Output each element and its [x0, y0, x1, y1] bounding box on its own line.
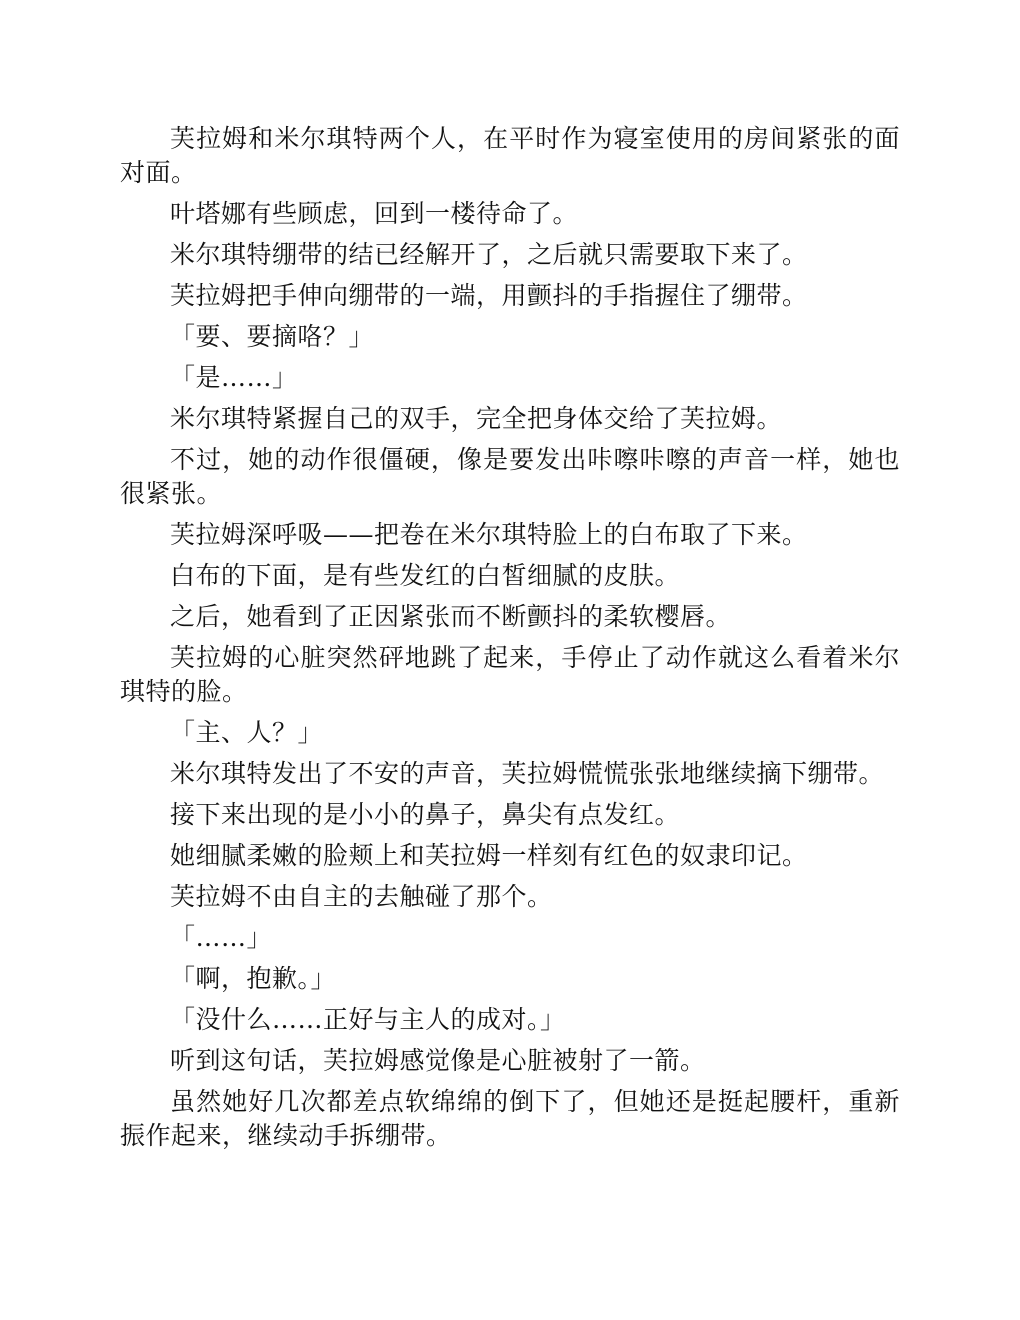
paragraph-11: 之后，她看到了正因紧张而不断颤抖的柔软樱唇。: [170, 602, 732, 631]
dialogue-line-4: 「……」: [170, 923, 273, 952]
paragraph-22: 虽然她好几次都差点软绵绵的倒下了，但她还是挺起腰杆，重新振作起来，继续动手拆绷带。: [120, 1087, 900, 1150]
paragraph-7: 米尔琪特紧握自己的双手，完全把身体交给了芙拉姆。: [170, 404, 783, 433]
dialogue-line-5: 「啊，抱歉。」: [170, 964, 337, 993]
dialogue-line-2: 「是……」: [170, 363, 298, 392]
dialogue-line-6: 「没什么……正好与主人的成对。」: [170, 1005, 566, 1034]
paragraph-4: 芙拉姆把手伸向绷带的一端，用颤抖的手指握住了绷带。: [170, 281, 808, 310]
paragraph-21: 听到这句话，芙拉姆感觉像是心脏被射了一箭。: [170, 1046, 706, 1075]
paragraph-8: 不过，她的动作很僵硬，像是要发出咔嚓咔嚓的声音一样，她也很紧张。: [120, 445, 900, 508]
paragraph-2: 叶塔娜有些顾虑，回到一楼待命了。: [170, 199, 579, 228]
document-page: [120, 122, 900, 1160]
paragraph-14: 米尔琪特发出了不安的声音，芙拉姆慌慌张张地继续摘下绷带。: [170, 759, 885, 788]
dialogue-line-1: 「要、要摘咯？」: [170, 322, 375, 351]
paragraph-17: 芙拉姆不由自主的去触碰了那个。: [170, 882, 553, 911]
paragraph-9: 芙拉姆深呼吸——把卷在米尔琪特脸上的白布取了下来。: [170, 520, 808, 549]
paragraph-12: 芙拉姆的心脏突然砰地跳了起来，手停止了动作就这么看着米尔琪特的脸。: [120, 643, 900, 706]
paragraph-15: 接下来出现的是小小的鼻子，鼻尖有点发红。: [170, 800, 681, 829]
paragraph-10: 白布的下面，是有些发红的白皙细腻的皮肤。: [170, 561, 681, 590]
paragraph-1: 芙拉姆和米尔琪特两个人，在平时作为寝室使用的房间紧张的面对面。: [120, 124, 900, 187]
paragraph-16: 她细腻柔嫩的脸颊上和芙拉姆一样刻有红色的奴隶印记。: [170, 841, 808, 870]
dialogue-line-3: 「主、人？」: [170, 718, 324, 747]
paragraph-3: 米尔琪特绷带的结已经解开了，之后就只需要取下来了。: [170, 240, 808, 269]
